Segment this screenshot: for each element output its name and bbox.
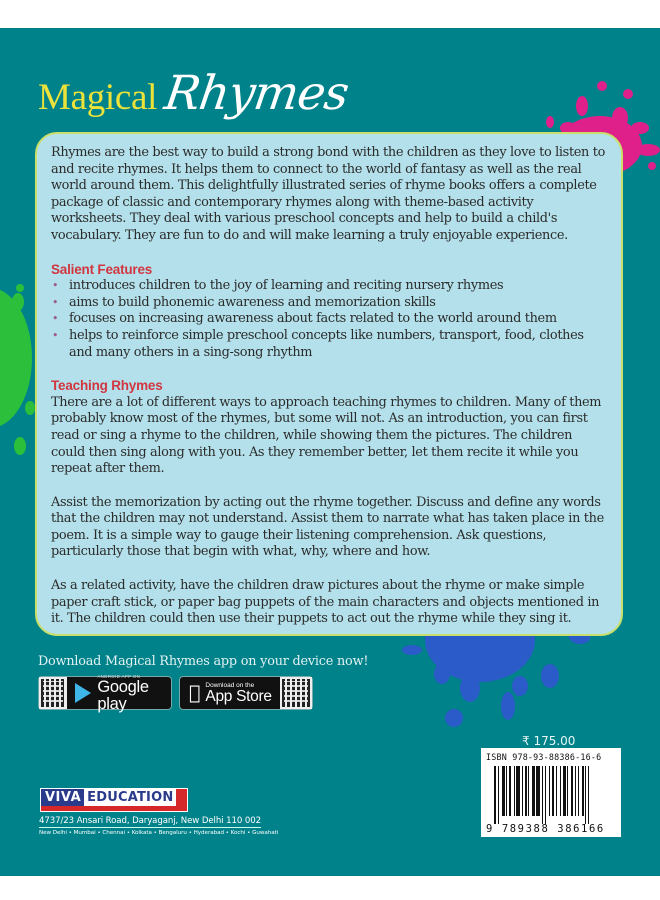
app-store-small-label: Download on the: [194, 681, 243, 689]
bullet-icon: •: [52, 279, 59, 293]
qr-code-icon: [39, 677, 67, 709]
app-store-badge[interactable]: [179, 676, 313, 710]
play-triangle-icon: [75, 683, 91, 703]
isbn-barcode-box: [481, 748, 621, 837]
bullet-icon: •: [52, 295, 59, 309]
google-play-label: Google play: [97, 677, 149, 713]
title-rhymes: Rhymes: [161, 66, 352, 121]
logo-viva: VIVA: [41, 789, 84, 806]
google-play-small-label: ANDROID APP ON: [97, 673, 141, 679]
bullet-icon: •: [52, 328, 59, 342]
feature-item: • introduces children to the joy of learning and reciting nursery rhymes: [52, 278, 504, 294]
google-play-badge[interactable]: [38, 673, 172, 713]
book-back-cover: [0, 28, 660, 876]
book-title: [38, 66, 352, 128]
green-paint-splash: [0, 268, 40, 468]
salient-features-list: [51, 278, 607, 361]
teaching-paragraph: There are a lot of different ways to approach teaching rhymes to children. Many of them probably know most of the rhymes, but some will not. As an introduction, you can first read or sing a rhyme to the children, while showing them the pictures. The children could then sing along with you. As they remember better, let them recite it while you repeat after them.: [51, 394, 602, 477]
feature-item: • focuses on increasing awareness about facts related to the world around them: [52, 311, 557, 327]
description-panel: [35, 132, 623, 636]
teaching-paragraph: Assist the memorization by acting out the rhyme together. Discuss and define any words that the children may not understand. Assist them to narrate what has taken place in the poem. It is a simple way to gauge their listening comprehension. Ask questions, particularly those that begin with what, why, where and how.: [51, 494, 604, 560]
app-store-label: App Store: [194, 687, 261, 705]
publisher-address: 4737/23 Ansari Road, Daryaganj, New Delhi 110 002: [39, 816, 261, 826]
logo-education: EDUCATION: [84, 789, 176, 806]
barcode-digits: 9 789388 386166: [486, 823, 605, 835]
isbn-number: ISBN 978-93-88386-16-6: [486, 752, 602, 762]
title-magical: Magical: [38, 77, 158, 118]
price-label: ₹ 175.00: [522, 734, 576, 748]
viva-education-logo: [40, 788, 188, 812]
teaching-rhymes-heading: Teaching Rhymes: [51, 378, 163, 394]
bullet-icon: •: [52, 312, 59, 326]
apple-icon: [189, 682, 200, 704]
download-app-text: Download Magical Rhymes app on your device now!: [38, 654, 369, 669]
publisher-cities: New Delhi • Mumbai • Chennai • Kolkata • Bengaluru • Hyderabad • Kochi • Guwahati: [39, 830, 279, 836]
qr-code-icon: [280, 677, 312, 709]
teaching-paragraph: As a related activity, have the children draw pictures about the rhyme or make simple paper craft stick, or paper bag puppets of the main characters and objects mentioned in it. The children could then use their puppets to act out the rhyme while they sing it.: [51, 578, 600, 627]
feature-item: • aims to build phonemic awareness and memorization skills: [52, 294, 436, 310]
intro-paragraph: Rhymes are the best way to build a strong bond with the children as they love to listen to and recite rhymes. It helps them to connect to the world of fantasy as well as the real world around them. This delightfully illustrated series of rhyme books offers a complete package of classic and contemporary rhymes along with theme-based activity worksheets. They deal with various preschool concepts and help to build a child's vocabulary. They are fun to do and will make learning a truly enjoyable experience.: [51, 145, 605, 243]
feature-item: • helps to reinforce simple preschool concepts like numbers, transport, food, clothes and many others in a sing-song rhythm: [52, 327, 584, 360]
barcode-icon: [494, 766, 616, 824]
salient-features-heading: Salient Features: [51, 261, 153, 277]
